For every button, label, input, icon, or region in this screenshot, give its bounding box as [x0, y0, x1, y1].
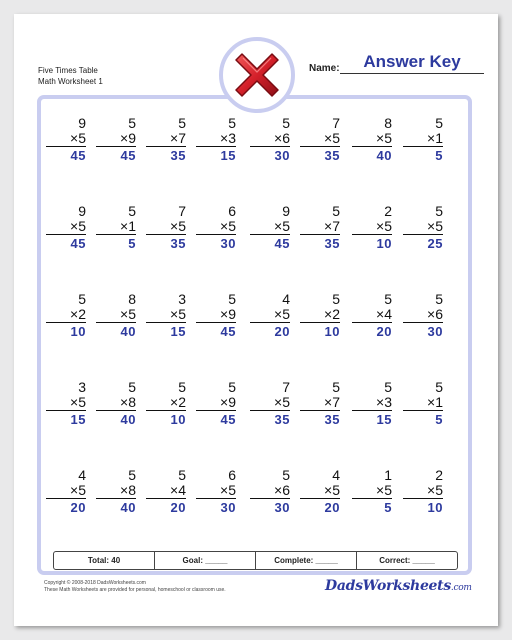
- problem-item: [300, 116, 340, 164]
- problem-answer: 35: [324, 412, 340, 427]
- problem-multiplier: ×3: [352, 395, 392, 411]
- problem-answer: 40: [120, 412, 136, 427]
- problem-multiplier: ×5: [250, 307, 290, 323]
- copyright-line-1: Copyright © 2008-2018 DadsWorksheets.com: [44, 580, 146, 586]
- logo-suffix: .com: [450, 583, 472, 593]
- problem-multiplier: ×9: [96, 131, 136, 147]
- problem-answer: 40: [120, 500, 136, 515]
- problem-item: [352, 204, 392, 252]
- problem-item: [96, 204, 136, 252]
- problem-multiplier: ×7: [300, 395, 340, 411]
- problem-item: [300, 380, 340, 428]
- problem-item: [403, 468, 443, 516]
- problem-top-number: 5: [228, 291, 236, 307]
- problem-top-number: 9: [78, 203, 86, 219]
- site-logo[interactable]: [325, 578, 472, 594]
- problem-top-number: 8: [128, 291, 136, 307]
- problem-top-number: 5: [435, 379, 443, 395]
- problem-multiplier: ×5: [46, 219, 86, 235]
- problem-item: [403, 116, 443, 164]
- answer-key-badge: [219, 37, 295, 113]
- problem-item: [196, 380, 236, 428]
- copyright-notice: [44, 580, 226, 594]
- problem-answer: 15: [70, 412, 86, 427]
- problem-answer: 20: [170, 500, 186, 515]
- problem-multiplier: ×5: [352, 483, 392, 499]
- problem-multiplier: ×5: [250, 395, 290, 411]
- problem-item: [300, 468, 340, 516]
- problem-top-number: 5: [332, 291, 340, 307]
- problem-top-number: 2: [384, 203, 392, 219]
- problem-top-number: 7: [178, 203, 186, 219]
- problem-answer: 10: [427, 500, 443, 515]
- problem-multiplier: ×5: [250, 219, 290, 235]
- problem-item: [146, 380, 186, 428]
- problem-top-number: 6: [228, 203, 236, 219]
- problem-multiplier: ×5: [46, 395, 86, 411]
- problem-top-number: 5: [178, 467, 186, 483]
- complete-field: Complete: _____: [255, 552, 356, 569]
- problem-item: [352, 468, 392, 516]
- problem-top-number: 5: [78, 291, 86, 307]
- problem-multiplier: ×8: [96, 395, 136, 411]
- problem-item: [250, 468, 290, 516]
- problem-answer: 15: [376, 412, 392, 427]
- problem-item: [196, 116, 236, 164]
- problem-top-number: 5: [435, 115, 443, 131]
- problem-answer: 30: [427, 324, 443, 339]
- problem-answer: 10: [70, 324, 86, 339]
- problem-top-number: 2: [435, 467, 443, 483]
- problem-item: [146, 468, 186, 516]
- problem-top-number: 5: [332, 203, 340, 219]
- problem-multiplier: ×5: [352, 131, 392, 147]
- problem-top-number: 8: [384, 115, 392, 131]
- problem-answer: 5: [384, 500, 392, 515]
- problem-top-number: 4: [78, 467, 86, 483]
- problem-item: [96, 468, 136, 516]
- problem-top-number: 5: [384, 291, 392, 307]
- problem-multiplier: ×3: [196, 131, 236, 147]
- problem-top-number: 5: [178, 379, 186, 395]
- problem-multiplier: ×1: [96, 219, 136, 235]
- goal-field: Goal: _____: [154, 552, 255, 569]
- problem-multiplier: ×2: [46, 307, 86, 323]
- problem-top-number: 5: [228, 379, 236, 395]
- problem-item: [352, 292, 392, 340]
- problem-item: [250, 204, 290, 252]
- problem-top-number: 5: [178, 115, 186, 131]
- problem-answer: 45: [274, 236, 290, 251]
- problem-top-number: 6: [228, 467, 236, 483]
- problem-item: [46, 468, 86, 516]
- problem-answer: 15: [170, 324, 186, 339]
- total-count: Total: 40: [87, 556, 121, 565]
- problem-answer: 30: [220, 236, 236, 251]
- problem-answer: 45: [120, 148, 136, 163]
- problem-top-number: 5: [128, 115, 136, 131]
- problem-answer: 45: [220, 324, 236, 339]
- correct-field: Correct: _____: [356, 552, 457, 569]
- problem-multiplier: ×5: [46, 483, 86, 499]
- problem-multiplier: ×4: [352, 307, 392, 323]
- score-bar: [53, 551, 458, 570]
- problem-top-number: 4: [282, 291, 290, 307]
- problem-answer: 35: [324, 148, 340, 163]
- answer-key-text: Answer Key: [363, 52, 461, 71]
- problem-multiplier: ×6: [250, 131, 290, 147]
- problem-multiplier: ×5: [300, 131, 340, 147]
- problem-answer: 25: [427, 236, 443, 251]
- problem-multiplier: ×1: [403, 131, 443, 147]
- problem-multiplier: ×5: [196, 483, 236, 499]
- problem-item: [96, 116, 136, 164]
- problem-answer: 35: [170, 236, 186, 251]
- problem-top-number: 5: [282, 467, 290, 483]
- worksheet-title: [38, 65, 103, 87]
- problem-top-number: 5: [435, 291, 443, 307]
- problem-top-number: 5: [128, 467, 136, 483]
- problem-answer: 40: [120, 324, 136, 339]
- problem-answer: 45: [70, 148, 86, 163]
- problem-answer: 35: [274, 412, 290, 427]
- problem-top-number: 7: [332, 115, 340, 131]
- logo-main: DadsWorksheets: [325, 578, 451, 594]
- problem-answer: 20: [376, 324, 392, 339]
- problem-multiplier: ×7: [146, 131, 186, 147]
- copyright-line-2: These Math Worksheets are provided for personal, homeschool or classroom use.: [44, 587, 226, 593]
- problem-answer: 5: [128, 236, 136, 251]
- problem-top-number: 9: [78, 115, 86, 131]
- problem-item: [196, 468, 236, 516]
- problem-item: [196, 204, 236, 252]
- problem-multiplier: ×5: [196, 219, 236, 235]
- red-x-icon: [233, 51, 281, 99]
- problem-top-number: 4: [332, 467, 340, 483]
- problem-top-number: 3: [78, 379, 86, 395]
- problem-answer: 5: [435, 148, 443, 163]
- problem-top-number: 7: [282, 379, 290, 395]
- problem-top-number: 5: [228, 115, 236, 131]
- problem-multiplier: ×5: [403, 219, 443, 235]
- problem-answer: 40: [376, 148, 392, 163]
- problem-multiplier: ×1: [403, 395, 443, 411]
- problem-answer: 35: [170, 148, 186, 163]
- problem-item: [300, 204, 340, 252]
- problem-top-number: 5: [332, 379, 340, 395]
- problem-multiplier: ×9: [196, 395, 236, 411]
- problem-multiplier: ×4: [146, 483, 186, 499]
- problem-item: [403, 292, 443, 340]
- problem-multiplier: ×5: [300, 483, 340, 499]
- problem-answer: 20: [324, 500, 340, 515]
- problem-top-number: 1: [384, 467, 392, 483]
- name-field-line: [340, 73, 484, 74]
- problem-answer: 5: [435, 412, 443, 427]
- problem-answer: 30: [220, 500, 236, 515]
- problem-item: [146, 204, 186, 252]
- problem-item: [403, 204, 443, 252]
- problem-answer: 20: [274, 324, 290, 339]
- title-line-1: Five Times Table: [38, 66, 98, 75]
- problem-item: [96, 380, 136, 428]
- problem-item: [46, 204, 86, 252]
- problem-multiplier: ×9: [196, 307, 236, 323]
- problem-multiplier: ×5: [146, 219, 186, 235]
- name-label: Name:: [309, 63, 340, 74]
- problem-item: [250, 116, 290, 164]
- problem-multiplier: ×2: [300, 307, 340, 323]
- problem-answer: 35: [324, 236, 340, 251]
- problem-multiplier: ×8: [96, 483, 136, 499]
- problem-multiplier: ×5: [146, 307, 186, 323]
- problem-answer: 10: [170, 412, 186, 427]
- problem-top-number: 9: [282, 203, 290, 219]
- problem-top-number: 5: [435, 203, 443, 219]
- problem-answer: 30: [274, 148, 290, 163]
- problem-item: [352, 380, 392, 428]
- problem-answer: 10: [376, 236, 392, 251]
- problem-top-number: 3: [178, 291, 186, 307]
- problem-item: [300, 292, 340, 340]
- problem-multiplier: ×7: [300, 219, 340, 235]
- problem-multiplier: ×5: [96, 307, 136, 323]
- problem-answer: 45: [70, 236, 86, 251]
- problem-item: [352, 116, 392, 164]
- problem-top-number: 5: [384, 379, 392, 395]
- problem-item: [146, 292, 186, 340]
- problem-multiplier: ×5: [46, 131, 86, 147]
- problem-item: [250, 292, 290, 340]
- problem-item: [46, 292, 86, 340]
- problem-multiplier: ×6: [250, 483, 290, 499]
- problem-multiplier: ×5: [403, 483, 443, 499]
- problem-multiplier: ×6: [403, 307, 443, 323]
- problem-multiplier: ×5: [352, 219, 392, 235]
- problem-answer: 15: [220, 148, 236, 163]
- problem-answer: 20: [70, 500, 86, 515]
- title-line-2: Math Worksheet 1: [38, 77, 103, 86]
- problem-item: [46, 380, 86, 428]
- problem-item: [96, 292, 136, 340]
- problem-multiplier: ×2: [146, 395, 186, 411]
- problem-item: [250, 380, 290, 428]
- problem-top-number: 5: [128, 379, 136, 395]
- problem-item: [403, 380, 443, 428]
- problem-item: [46, 116, 86, 164]
- problem-answer: 30: [274, 500, 290, 515]
- problem-item: [196, 292, 236, 340]
- problem-answer: 45: [220, 412, 236, 427]
- problem-top-number: 5: [282, 115, 290, 131]
- problem-top-number: 5: [128, 203, 136, 219]
- problem-item: [146, 116, 186, 164]
- problem-answer: 10: [324, 324, 340, 339]
